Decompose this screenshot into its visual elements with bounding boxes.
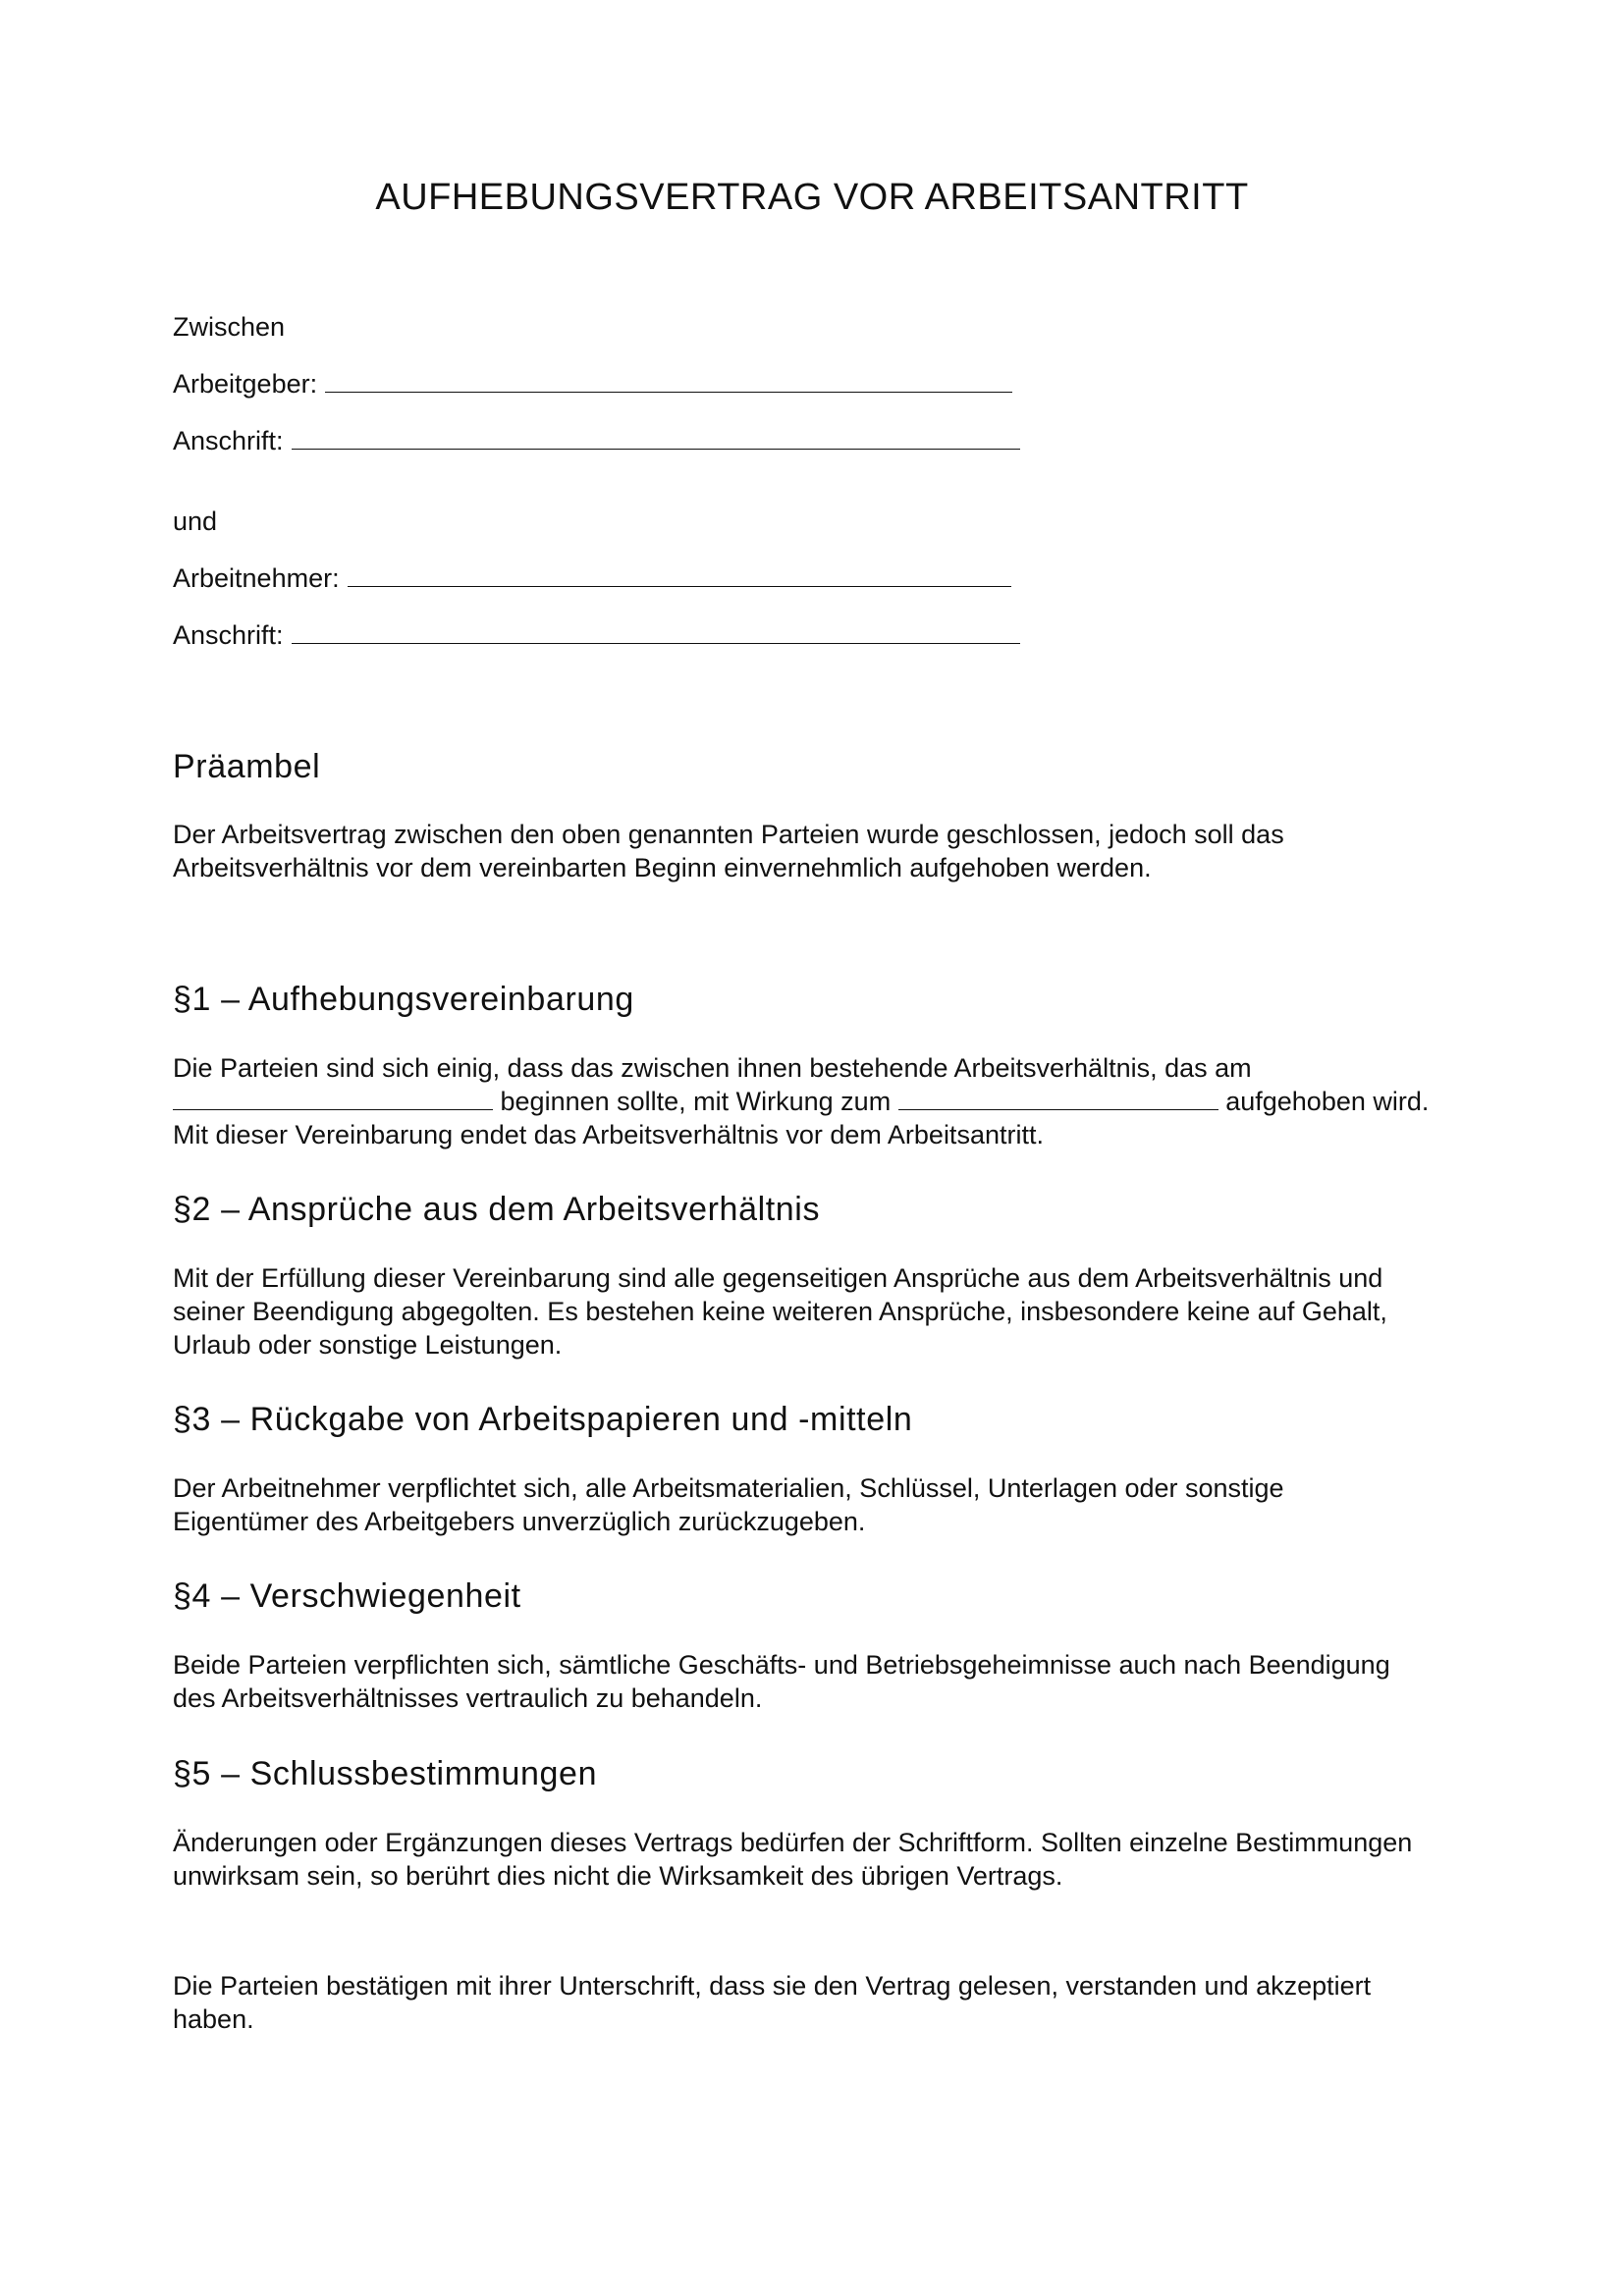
section-5-line-1: Änderungen oder Ergänzungen dieses Vertrags bedürfen der Schriftform. Sollten einzelne Bestimmungen: [173, 1828, 1413, 1857]
start-date-field[interactable]: [173, 1086, 493, 1110]
section-4-line-1: Beide Parteien verpflichten sich, sämtliche Geschäfts- und Betriebsgeheimnisse auch nach Beendigung: [173, 1650, 1390, 1680]
between-label: Zwischen: [173, 312, 286, 342]
section-2-heading: §2 – Ansprüche aus dem Arbeitsverhältnis: [173, 1191, 821, 1228]
employee-row: [173, 561, 1011, 595]
closing-line-1: Die Parteien bestätigen mit ihrer Unterschrift, dass sie den Vertrag gelesen, verstanden und akzeptiert: [173, 1971, 1372, 2001]
section-1-line-2-end: aufgehoben wird.: [1225, 1087, 1430, 1116]
employee-address-row: [173, 618, 1020, 652]
section-1-line-2: [173, 1085, 1469, 1118]
section-2-line-2: seiner Beendigung abgegolten. Es bestehen keine weiteren Ansprüche, insbesondere keine auf Gehalt,: [173, 1297, 1387, 1326]
employer-address-field[interactable]: [292, 425, 1020, 450]
section-4-text: [173, 1648, 1469, 1715]
employee-field[interactable]: [348, 562, 1011, 587]
section-1-line-3: Mit dieser Vereinbarung endet das Arbeitsverhältnis vor dem Arbeitsantritt.: [173, 1120, 1044, 1149]
employer-address-row: [173, 424, 1020, 457]
employer-field[interactable]: [325, 368, 1012, 393]
section-1-heading: §1 – Aufhebungsvereinbarung: [173, 981, 634, 1018]
and-label: und: [173, 507, 218, 536]
preamble-heading: Präambel: [173, 748, 321, 785]
section-3-text: [173, 1471, 1469, 1538]
employee-label: Arbeitnehmer:: [173, 563, 340, 593]
section-3-heading: §3 – Rückgabe von Arbeitspapieren und -mitteln: [173, 1401, 913, 1438]
employer-address-label: Anschrift:: [173, 426, 284, 455]
section-5-heading: §5 – Schlussbestimmungen: [173, 1755, 598, 1792]
preamble-line-1: Der Arbeitsvertrag zwischen den oben genannten Parteien wurde geschlossen, jedoch soll das: [173, 820, 1284, 849]
section-5-line-2: unwirksam sein, so berührt dies nicht die Wirksamkeit des übrigen Vertrags.: [173, 1861, 1063, 1891]
section-4-line-2: des Arbeitsverhältnisses vertraulich zu behandeln.: [173, 1683, 763, 1713]
employee-address-label: Anschrift:: [173, 620, 284, 650]
section-3-line-2: Eigentümer des Arbeitgebers unverzüglich zurückzugeben.: [173, 1507, 866, 1536]
document-title: AUFHEBUNGSVERTRAG VOR ARBEITSANTRITT: [375, 177, 1249, 218]
preamble-line-2: Arbeitsverhältnis vor dem vereinbarten Beginn einvernehmlich aufgehoben werden.: [173, 853, 1152, 882]
section-3-line-1: Der Arbeitnehmer verpflichtet sich, alle Arbeitsmaterialien, Schlüssel, Unterlagen oder sonstige: [173, 1473, 1284, 1503]
section-2-line-3: Urlaub oder sonstige Leistungen.: [173, 1330, 563, 1360]
section-5-text: [173, 1826, 1469, 1893]
section-1-line-2-mid: beginnen sollte, mit Wirkung zum: [500, 1087, 892, 1116]
section-2-line-1: Mit der Erfüllung dieser Vereinbarung sind alle gegenseitigen Ansprüche aus dem Arbeitsverhältnis und: [173, 1263, 1383, 1293]
section-4-heading: §4 – Verschwiegenheit: [173, 1577, 521, 1615]
employer-label: Arbeitgeber:: [173, 369, 318, 399]
preamble-text: [173, 818, 1469, 884]
section-2-text: [173, 1261, 1469, 1362]
employer-row: [173, 367, 1012, 400]
closing-text: [173, 1969, 1469, 2036]
end-date-field[interactable]: [898, 1086, 1218, 1110]
section-1-line-1: Die Parteien sind sich einig, dass das zwischen ihnen bestehende Arbeitsverhältnis, das am: [173, 1053, 1252, 1083]
section-1-text: [173, 1051, 1469, 1151]
closing-line-2: haben.: [173, 2004, 254, 2034]
employee-address-field[interactable]: [292, 619, 1020, 644]
